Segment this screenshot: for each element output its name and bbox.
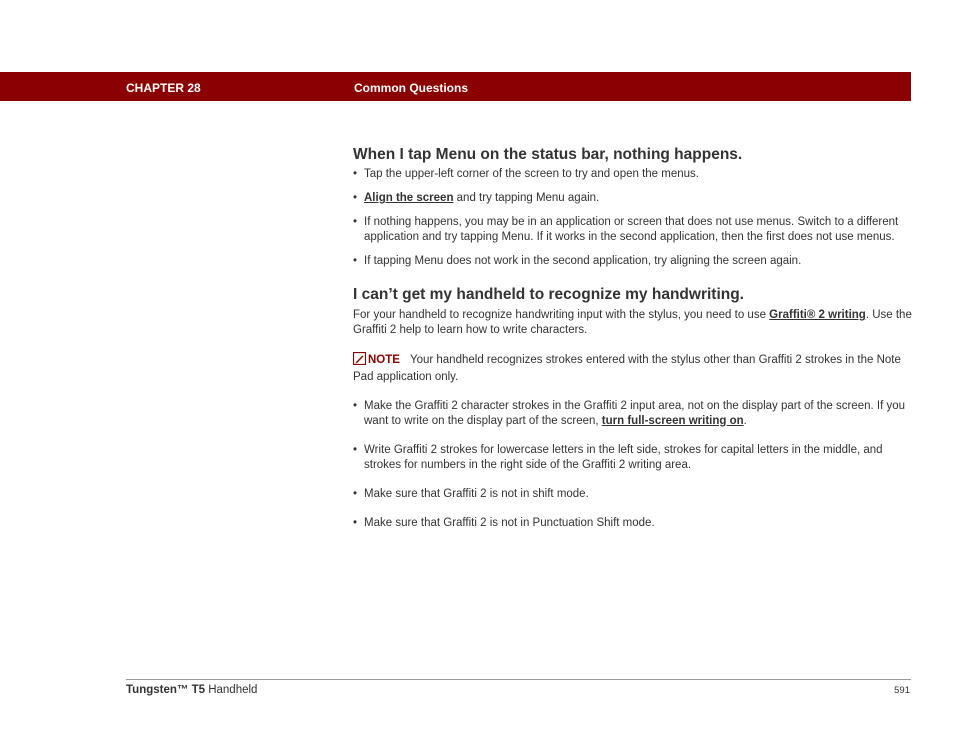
note-label: NOTE [368,354,400,366]
fullscreen-writing-link[interactable]: turn full-screen writing on [601,415,744,427]
bullet-list [353,399,913,531]
footer-divider [126,679,911,680]
list-item: • Write Graffiti 2 strokes for lowercase letters in the left side, strokes for capital letters in the middle, and strokes for numbers in the right side of the Graffiti 2 writing area. [353,443,913,473]
section-menu-problem [353,145,913,269]
list-item: • Make sure that Graffiti 2 is not in shift mode. [353,487,913,502]
section-heading: I can’t get my handheld to recognize my handwriting. [353,286,744,303]
list-item: • Tap the upper-left corner of the screen to try and open the menus. [353,167,913,182]
note-pencil-icon [353,352,366,370]
list-item: • Align the screen and try tapping Menu again. [353,191,913,206]
bullet-list [353,167,913,269]
chapter-number: CHAPTER 28 [126,81,201,95]
list-item: • Make sure that Graffiti 2 is not in Punctuation Shift mode. [353,516,913,531]
footer-product: Tungsten™ T5 Handheld [126,684,258,696]
page-number: 591 [894,685,910,696]
page-content [353,145,913,545]
list-item: • If tapping Menu does not work in the second application, try aligning the screen again. [353,254,913,269]
align-screen-link[interactable]: Align the screen [364,192,454,204]
note-box [353,352,913,385]
chapter-title: Common Questions [354,81,469,95]
list-item: • If nothing happens, you may be in an application or screen that does not use menus. Switch to a different application and try tapping Menu. If it works in the second application, then the first does not use menus. [353,215,913,245]
section-handwriting-problem [353,285,913,531]
list-item: • Make the Graffiti 2 character strokes in the Graffiti 2 input area, not on the display part of the screen. If you want to write on the display part of the screen, turn full-screen writing on. [353,399,913,429]
section-heading: When I tap Menu on the status bar, nothing happens. [353,146,743,163]
intro-paragraph: For your handheld to recognize handwriting input with the stylus, you need to use Graffiti® 2 writing. Use the Graffiti 2 help to learn how to write characters. [353,309,912,336]
chapter-header-bar [0,72,911,101]
note-text: Your handheld recognizes strokes entered with the stylus other than Graffiti 2 strokes in the Note Pad application only. [353,354,901,383]
graffiti-writing-link[interactable]: Graffiti® 2 writing [769,309,866,321]
